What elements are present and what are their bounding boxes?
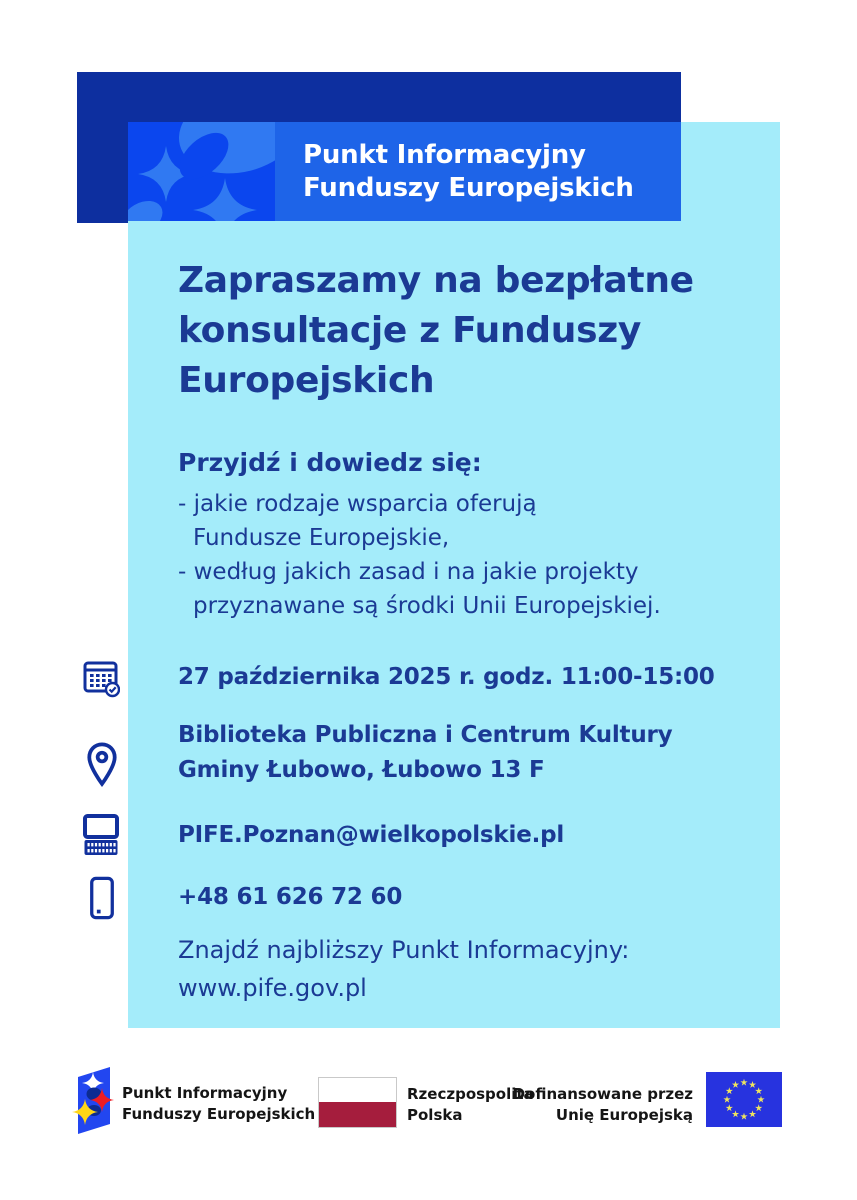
pife-logo: [70, 1064, 114, 1144]
bullet-1-line2: Fundusze Europejskie,: [193, 525, 450, 551]
location-line1: Biblioteka Publiczna i Centrum Kultury: [178, 722, 673, 748]
find-info-url: www.pife.gov.pl: [178, 974, 367, 1002]
stars-decoration-art: [128, 122, 275, 221]
main-title-line2: konsultacje z Funduszy: [178, 310, 642, 351]
banner-title-line2: Funduszy Europejskich: [303, 172, 634, 203]
bullet-2-line1: - według jakich zasad i na jakie projekty: [178, 559, 639, 585]
find-info-line1: Znajdź najbliższy Punkt Informacyjny:: [178, 936, 630, 964]
pife-header-banner: [128, 122, 681, 221]
poland-flag: [318, 1077, 397, 1128]
poland-flag-red-stripe: [319, 1102, 396, 1127]
poland-label-line1: Rzeczpospolita: [407, 1085, 534, 1103]
event-date: 27 października 2025 r. godz. 11:00-15:00: [178, 664, 715, 690]
email-address: PIFE.Poznan@wielkopolskie.pl: [178, 822, 565, 848]
location-pin-icon: [86, 740, 118, 796]
eu-funding-line2: Unię Europejską: [555, 1106, 693, 1124]
bullet-1-line1: - jakie rodzaje wsparcia oferują: [178, 491, 537, 517]
stars-decoration: [128, 122, 275, 221]
bullet-2-line2: przyznawane są środki Unii Europejskiej.: [193, 593, 661, 619]
computer-icon: [82, 812, 120, 862]
intro-section: [178, 448, 661, 623]
intro-heading: Przyjdź i dowiedz się:: [178, 448, 482, 477]
poland-label-line2: Polska: [407, 1106, 463, 1124]
eu-flag: [706, 1072, 782, 1131]
eu-funding-label: [480, 1084, 693, 1126]
eu-funding-line1: Dofinansowane przez: [512, 1085, 693, 1103]
smartphone-icon: [88, 874, 116, 926]
banner-title-line1: Punkt Informacyjny: [303, 139, 586, 170]
main-title-line3: Europejskich: [178, 360, 435, 401]
location-line2: Gminy Łubowo, Łubowo 13 F: [178, 757, 545, 783]
phone-number: +48 61 626 72 60: [178, 884, 403, 910]
main-title: [178, 256, 694, 406]
pife-footer-line2: Funduszy Europejskich: [122, 1105, 316, 1123]
pife-footer-label: [122, 1083, 315, 1125]
pife-footer-line1: Punkt Informacyjny: [122, 1084, 288, 1102]
bullet-item: [178, 555, 661, 623]
main-title-line1: Zapraszamy na bezpłatne: [178, 260, 694, 301]
bullet-item: [178, 487, 661, 555]
calendar-check-icon: [82, 658, 120, 704]
